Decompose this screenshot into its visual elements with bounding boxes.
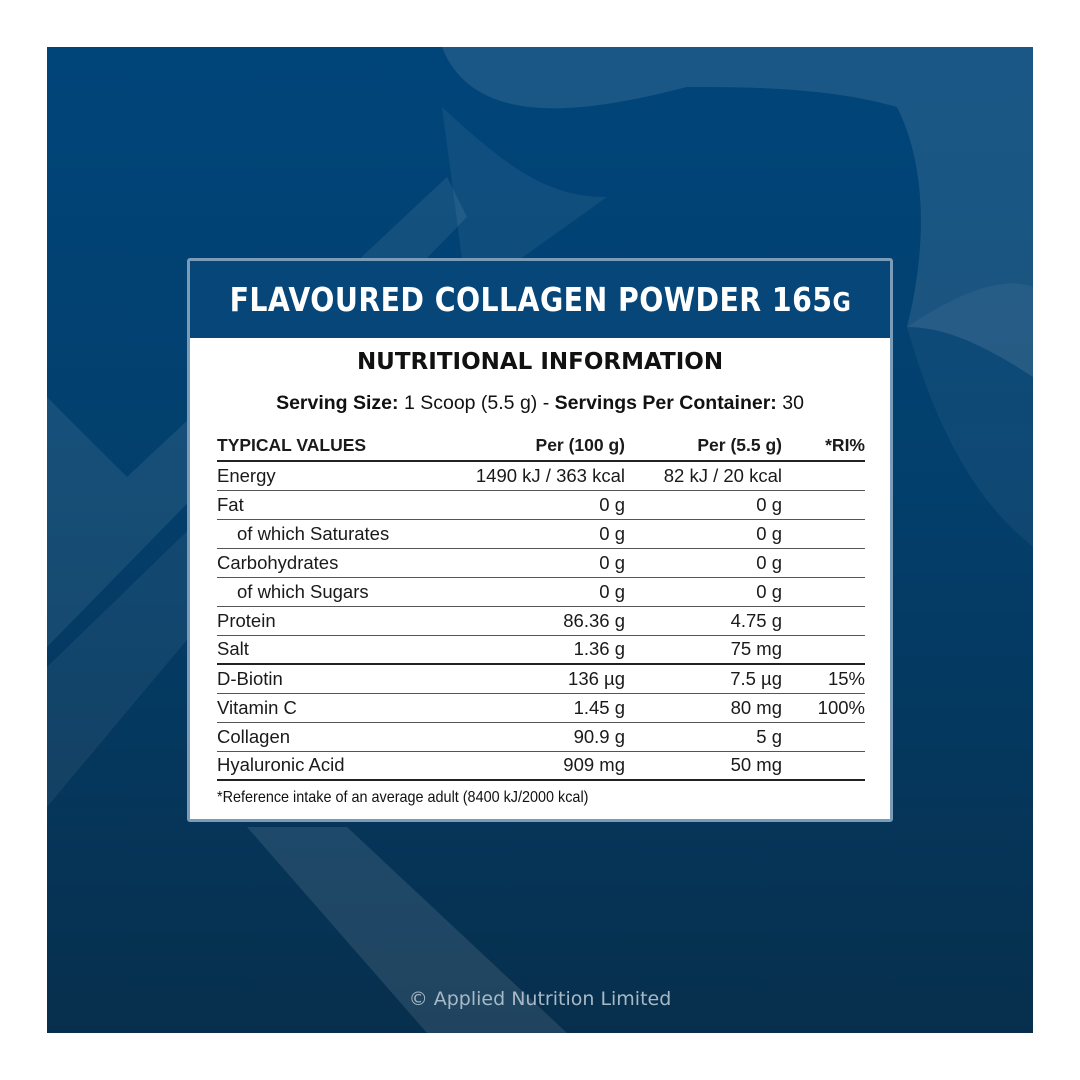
nutrient-name: Vitamin C (217, 693, 447, 722)
column-header-per-100g: Per (100 g) (447, 431, 625, 461)
table-row (217, 461, 865, 490)
per-100g-value: 86.36 g (447, 606, 625, 635)
nutritional-information-heading: NUTRITIONAL INFORMATION (356, 349, 724, 375)
per-serving-value: 5 g (625, 722, 782, 751)
table-row (217, 577, 865, 606)
nutrient-name: Energy (217, 461, 447, 490)
per-100g-value: 136 µg (447, 664, 625, 693)
nutrient-name: of which Sugars (217, 577, 447, 606)
product-title: FLAVOURED COLLAGEN POWDER 165G (229, 280, 851, 319)
product-title-unit: G (832, 288, 851, 318)
per-serving-value: 4.75 g (625, 606, 782, 635)
per-serving-value: 0 g (625, 519, 782, 548)
ri-value (782, 577, 865, 606)
ri-value (782, 606, 865, 635)
serving-size-label: Serving Size: (276, 392, 399, 414)
nutrient-name: D-Biotin (217, 664, 447, 693)
per-serving-value: 82 kJ / 20 kcal (625, 461, 782, 490)
nutrient-name: Collagen (217, 722, 447, 751)
table-row (217, 635, 865, 664)
table-row (217, 751, 865, 780)
table-row (217, 693, 865, 722)
ri-value: 15% (782, 664, 865, 693)
column-header-per-serving: Per (5.5 g) (625, 431, 782, 461)
per-serving-value: 50 mg (625, 751, 782, 780)
per-serving-value: 7.5 µg (625, 664, 782, 693)
servings-per-container-label: Servings Per Container: (554, 392, 777, 414)
ri-value (782, 722, 865, 751)
ri-value (782, 548, 865, 577)
ri-value (782, 490, 865, 519)
table-row (217, 519, 865, 548)
ri-value (782, 751, 865, 780)
nutrient-name: Hyaluronic Acid (217, 751, 447, 780)
per-serving-value: 80 mg (625, 693, 782, 722)
per-serving-value: 0 g (625, 490, 782, 519)
serving-info (190, 392, 890, 415)
card-header (190, 261, 890, 338)
per-100g-value: 909 mg (447, 751, 625, 780)
copyright-notice: © Applied Nutrition Limited (408, 988, 672, 1010)
per-100g-value: 1.36 g (447, 635, 625, 664)
serving-size-value: 1 Scoop (5.5 g) (403, 392, 538, 414)
per-100g-value: 1490 kJ / 363 kcal (447, 461, 625, 490)
table-row (217, 722, 865, 751)
per-100g-value: 90.9 g (447, 722, 625, 751)
ri-value: 100% (782, 693, 865, 722)
table-row (217, 548, 865, 577)
serving-separator: - (542, 392, 550, 414)
ri-value (782, 519, 865, 548)
per-100g-value: 1.45 g (447, 693, 625, 722)
table-row (217, 606, 865, 635)
table-row (217, 664, 865, 693)
per-100g-value: 0 g (447, 519, 625, 548)
ri-value (782, 461, 865, 490)
nutrient-name: Fat (217, 490, 447, 519)
per-100g-value: 0 g (447, 490, 625, 519)
nutrition-table (217, 431, 865, 781)
nutrient-name: Carbohydrates (217, 548, 447, 577)
nutrition-label-card (187, 258, 893, 822)
per-100g-value: 0 g (447, 577, 625, 606)
nutrient-name: of which Saturates (217, 519, 447, 548)
nutrient-name: Protein (217, 606, 447, 635)
servings-per-container-value: 30 (782, 392, 804, 414)
nutrient-name: Salt (217, 635, 447, 664)
per-serving-value: 75 mg (625, 635, 782, 664)
per-serving-value: 0 g (625, 548, 782, 577)
ri-value (782, 635, 865, 664)
column-header-typical-values: TYPICAL VALUES (217, 431, 447, 461)
reference-intake-footnote: *Reference intake of an average adult (8400 kJ/2000 kcal) (217, 789, 589, 806)
per-serving-value: 0 g (625, 577, 782, 606)
per-100g-value: 0 g (447, 548, 625, 577)
table-row (217, 490, 865, 519)
table-header-row (217, 431, 865, 461)
column-header-ri: *RI% (782, 431, 865, 461)
